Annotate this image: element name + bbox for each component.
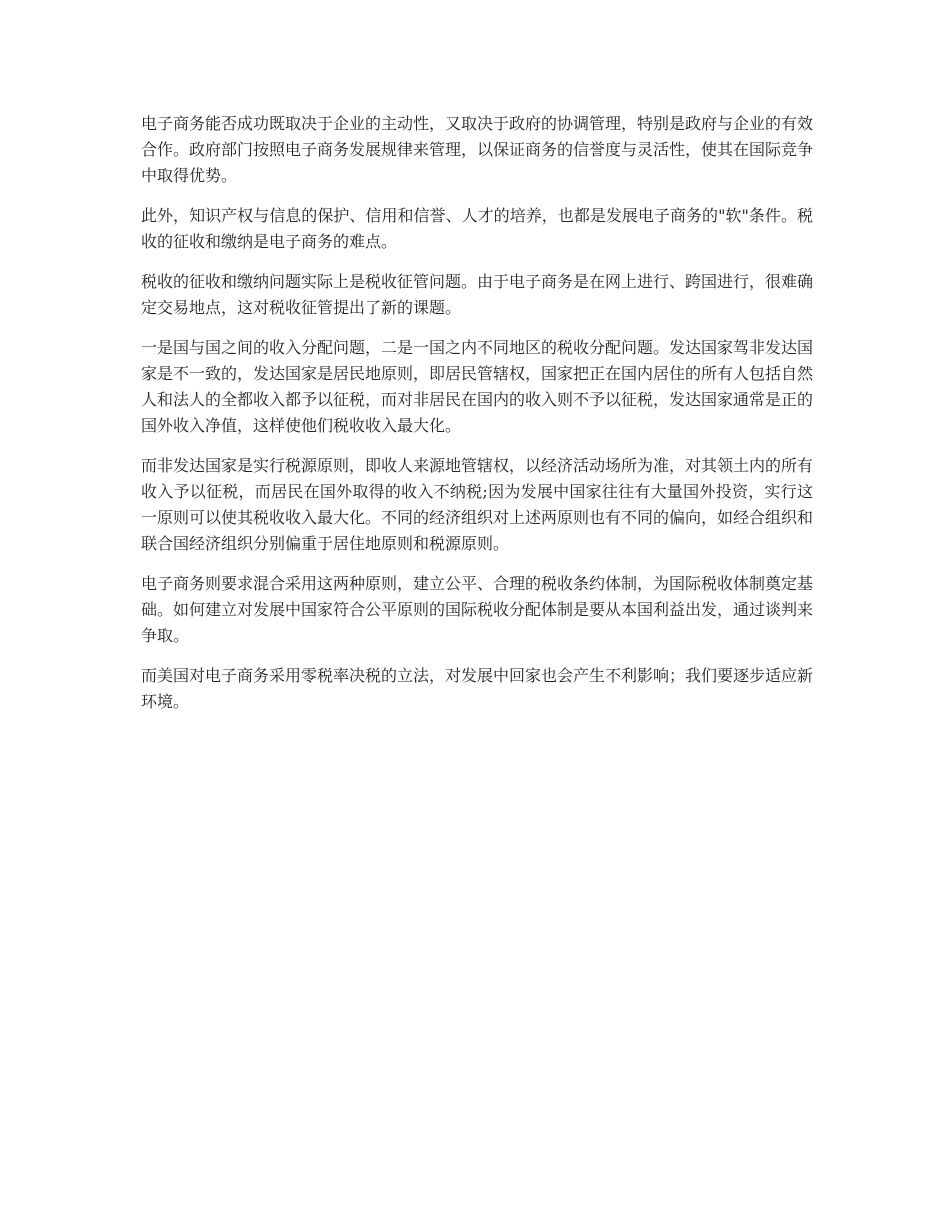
paragraph-7: 而美国对电子商务采用零税率决税的立法，对发展中回家也会产生不利影响；我们要逐步适应新环境。 — [141, 666, 814, 711]
paragraph-6: 电子商务则要求混合采用这两种原则，建立公平、合理的税收条约体制，为国际税收体制奠定基础。如何建立对发展中国家符合公平原则的国际税收分配体制是要从本国利益出发，通过谈判来争取。 — [141, 574, 814, 645]
document-body — [141, 111, 813, 729]
paragraph-4: 一是国与国之间的收入分配问题，二是一国之内不同地区的税收分配问题。发达国家驾非发达国家是不一致的，发达国家是居民地原则，即居民管辖权，国家把正在国内居住的所有人包括自然人和法人的全都收入都予以征税，而对非居民在国内的收入则不予以征税，发达国家通常是正的国外收入净值，这样使他们税收收入最大化。 — [141, 338, 814, 435]
paragraph-3: 税收的征收和缴纳问题实际上是税收征管问题。由于电子商务是在网上进行、跨国进行，很难确定交易地点，这对税收征管提出了新的课题。 — [141, 272, 814, 317]
paragraph-2: 此外，知识产权与信息的保护、信用和信誉、人才的培养，也都是发展电子商务的"软"条件。税收的征收和缴纳是电子商务的难点。 — [141, 206, 813, 251]
paragraph-5: 而非发达国家是实行税源原则，即收人来源地管辖权，以经济活动场所为准，对其领土内的所有收入予以征税，而居民在国外取得的收入不纳税;因为发展中国家往往有大量国外投资，实行这一原则可以使其税收收入最大化。不同的经济组织对上述两原则也有不同的偏向，如经合组织和联合国经济组织分别偏重于居住地原则和税源原则。 — [141, 456, 814, 553]
paragraph-1: 电子商务能否成功既取决于企业的主动性，又取决于政府的协调管理，特别是政府与企业的有效合作。政府部门按照电子商务发展规律来管理，以保证商务的信誉度与灵活性，使其在国际竞争中取得优势。 — [141, 114, 814, 185]
